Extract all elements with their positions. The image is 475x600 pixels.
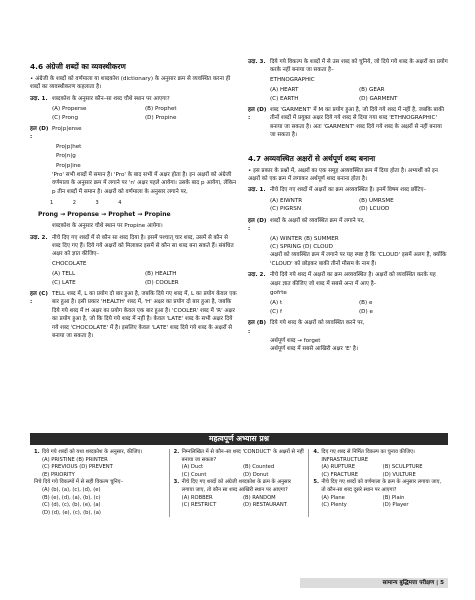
options bbox=[182, 464, 305, 479]
option: (A) t bbox=[270, 300, 283, 307]
question-text: दिए गए शब्द से निर्मित विकल्प का चुनाव कीजिए। bbox=[321, 449, 415, 455]
option: (D) Player bbox=[382, 502, 409, 509]
question bbox=[174, 449, 305, 464]
option: (B) HEALTH bbox=[145, 271, 177, 278]
practice-banner: महत्वपूर्ण अभ्यास प्रश्न bbox=[30, 433, 448, 445]
example-label: उदा. 1. bbox=[30, 95, 48, 102]
option: (B) Prophet bbox=[145, 106, 177, 113]
solution bbox=[248, 106, 448, 140]
right-column bbox=[248, 22, 448, 354]
option: (D) Propine bbox=[145, 114, 177, 121]
question-subtext: निचे दिये गये विकल्पों में से सही विकल्प चुनिए– bbox=[34, 479, 124, 486]
option: (B) UMRSME bbox=[359, 197, 394, 204]
question bbox=[34, 449, 165, 457]
options bbox=[270, 299, 448, 316]
option: (C) EARTH bbox=[270, 95, 299, 102]
solution bbox=[248, 217, 448, 234]
section-intro: • इस प्रकार के प्रश्नों में, अक्षरों का एक समूह अव्यवस्थित क्रम में दिया होता है। अभ्यर्थी को इन अक्षरों को एक क्रम में लगाकर अर्थपूर्ण शब्द बनाना होता है। bbox=[248, 167, 438, 183]
example bbox=[30, 95, 238, 103]
solution bbox=[30, 290, 238, 340]
solution bbox=[30, 125, 238, 142]
solution-label: हल (C) : bbox=[30, 290, 48, 306]
option: (D) COOLER bbox=[145, 279, 179, 286]
option: (A) HEART bbox=[270, 87, 299, 94]
practice-column bbox=[170, 449, 310, 517]
example-label: उदा. 2. bbox=[30, 234, 48, 241]
options bbox=[270, 86, 448, 103]
order-sequence: Prong → Propense → Prophet → Propine bbox=[38, 210, 171, 218]
option: (C) Prong bbox=[52, 114, 79, 121]
option: (B) Plain bbox=[382, 494, 405, 501]
option: (A) Plane bbox=[321, 494, 345, 501]
example-text: दिये गये विकल्प के शब्दों में से उस शब्द को चुनिये, जो दिये गये शब्द के अक्षरों का प्रयोग करके नहीं बनाया जा सकता है– bbox=[270, 59, 448, 74]
option: (D) LCUOD bbox=[359, 206, 390, 213]
solution-line: दिये गये शब्द के अक्षरों को व्यवस्थित करने पर, bbox=[270, 320, 365, 327]
solution-step: Pro|p|ense bbox=[52, 126, 82, 133]
example bbox=[30, 234, 238, 259]
option: (A) Properse bbox=[52, 106, 87, 113]
solution-step: Pro|n|g bbox=[56, 153, 76, 160]
example-word: CHOCOLATE bbox=[52, 260, 87, 267]
solution-line: (A) WINTER (B) SUMMER bbox=[270, 235, 339, 242]
example-text: नीचे दिये गये शब्द में अक्षरों का क्रम अव्यवस्थित है। अक्षरों को व्यवस्थित करके यह अक्षर ज्ञात कीजिए जो शब्द में सबसे अन्त में आए है– bbox=[270, 272, 436, 287]
option: (C) PIGRSN bbox=[270, 206, 302, 213]
example-word: gofrte bbox=[270, 289, 287, 296]
question-number: 2. bbox=[173, 449, 180, 455]
example-word: ETHNOGRAPHIC bbox=[270, 76, 315, 83]
option: (C) f bbox=[270, 308, 283, 315]
solution-label: हल (B) : bbox=[248, 320, 267, 335]
solution-text: 'Pro' सभी शब्दों में समान है। 'Pro' के बाद सभी में अक्षर होता है। इन अक्षरों को अंग्रेजी वर्णमाला के अनुसार क्रम में लगाने पर 'n' अक्षर पहले आयेगा। उसके बाद p आयेगा, लेकिन p तीन शब्दों में समान है। अक्षरों को वर्णमाला के अनुसार लगाने पर, bbox=[52, 172, 237, 195]
options bbox=[182, 495, 305, 510]
option: (A) (b), (a), (c), (d), (e) bbox=[42, 486, 101, 493]
solution-label: हल (D) : bbox=[248, 217, 267, 233]
option: (D) VULTURE bbox=[382, 471, 416, 478]
solution-line: (C) SPRING (D) CLOUD bbox=[270, 243, 333, 250]
options bbox=[52, 105, 238, 122]
option: (A) RUPTURE bbox=[321, 464, 355, 471]
page-footer: सामान्य बुद्धिमत्ता परीक्षण | 5 bbox=[300, 578, 448, 588]
example-text: नीचे दिए गए शब्दों में अक्षरों का क्रम अव्यवस्थित है। इनमें विषम शब्द छाँटिए– bbox=[270, 187, 427, 194]
section-intro: • अंग्रेजी के शब्दों को वर्णमाला या शब्दकोश (dictionary) के अनुसार क्रम से व्यवस्थित करना ही शब्दों का व्यवस्थीकरण कहलाता है। bbox=[30, 76, 231, 91]
question-number: 5. bbox=[313, 479, 319, 486]
question-text: दिये गये शब्दों को यथा शब्दकोश के अनुसार, कीजिए। bbox=[42, 449, 143, 455]
practice-column bbox=[309, 449, 448, 517]
option: (D) RESTAURANT bbox=[243, 502, 287, 509]
section-heading: 4.7 अव्यवस्थित अक्षरों से अर्थपूर्ण शब्द बनाना bbox=[248, 153, 376, 163]
question-word: (A) PRISTINE (B) PRINTER bbox=[42, 456, 108, 463]
example bbox=[248, 58, 448, 75]
question-word: (C) PREVIOUS (D) PREVENT bbox=[42, 464, 113, 471]
option: (B) RANDOM bbox=[243, 494, 276, 501]
option: (C) (d), (c), (b), (e), (a) bbox=[42, 502, 101, 509]
option: (C) Plenty bbox=[321, 502, 347, 509]
question bbox=[174, 479, 305, 494]
question-word: INFRASTRUCTURE bbox=[321, 456, 369, 463]
solution-step: Pro|p|ine bbox=[56, 162, 81, 169]
solution-line: अर्थपूर्ण शब्द में सबसे आखिरी अक्षर 'E' है। bbox=[270, 346, 359, 353]
option: (B) Counted bbox=[243, 464, 275, 471]
solution-text: शब्द 'GARMENT' में M का प्रयोग हुआ है, जो दिये गये शब्द में नहीं है, जबकि बाकी तीनों शब्दों में प्रयुक्त अक्षर दिये गये शब्द से दिया गया शब्द 'ETHNOGRAPHIC' बनाया जा सकता है। अतः 'GARMENT' शब्द दिये गये शब्द के अक्षरों से नहीं बनाया जा सकता है। bbox=[270, 107, 444, 139]
question-number: 3. bbox=[173, 479, 180, 486]
option: (D) Donut bbox=[243, 471, 269, 478]
option: (D) (d), (e), (c), (b), (a) bbox=[42, 509, 101, 516]
options bbox=[52, 270, 238, 287]
left-column bbox=[30, 22, 238, 341]
solution-line: अक्षरों को व्यवस्थित क्रम में लगाने पर यह स्पष्ट है कि 'CLOUD' इसमें अलग है, क्योंकि 'CLOUD' को छोड़कर बाकी तीनों मौसम के नाम हैं। bbox=[270, 252, 447, 267]
option: (B) (e), (d), (a), (b), (c) bbox=[42, 494, 101, 501]
solution-step: Pro|p|het bbox=[56, 143, 82, 150]
question-text: निम्नलिखित में से कौन–सा शब्द 'CONDUCT' के अक्षरों से नहीं बनाया जा सकता? bbox=[181, 449, 304, 463]
question-number: 4. bbox=[313, 449, 319, 455]
option: (C) Count bbox=[181, 471, 207, 478]
question-text: नीचे दिए गए शब्दों को वर्णमाला के क्रम के अनुसार लगाया जाए, तो कौन-सा शब्द दूसरे स्थान पर आएगा? bbox=[321, 479, 442, 493]
option: (D) e bbox=[359, 308, 373, 315]
solution-result: शब्दकोश के अनुसार चौथे स्थान पर Propine आयेगा। bbox=[52, 223, 163, 230]
solution-text: TELL शब्द में, L का प्रयोग दो बार हुआ है, जबकि दिये गए शब्द में, L का प्रयोग केवल एक बार हुआ है। इसी प्रकार 'HEALTH' शब्द में, 'H' अक्षर का प्रयोग दो बार हुआ है, जबकि दिये गये शब्द में H अक्षर का प्रयोग केवल एक बार हुआ है। 'COOLER' शब्द में 'R' अक्षर का प्रयोग हुआ है, जो कि दिये गये शब्द में नहीं है। केवल 'LATE' शब्द के सभी अक्षर दिये गये शब्द 'CHOCOLATE' में है। इसलिए केवल 'LATE' शब्द दिये गये शब्द के अक्षरों से बनाया जा सकता है। bbox=[52, 290, 237, 339]
option: (A) EIWNTR bbox=[270, 197, 303, 204]
option: (B) SCULPTURE bbox=[382, 464, 423, 471]
option: (B) e bbox=[359, 300, 373, 307]
option: (A) ROBBER bbox=[181, 494, 213, 501]
option: (C) FRACTURE bbox=[321, 471, 358, 478]
example-label: उदा. 2. bbox=[248, 272, 266, 279]
order-numbers: 1 2 3 4 bbox=[50, 200, 131, 207]
example-label: उदा. 1. bbox=[248, 187, 266, 194]
question bbox=[313, 449, 444, 457]
example bbox=[248, 271, 448, 288]
example bbox=[248, 186, 448, 194]
option: (C) RESTRICT bbox=[181, 502, 217, 509]
section-heading: 4.6 अंग्रेजी शब्दों का व्यवस्थीकरण bbox=[30, 62, 126, 71]
option: (B) GEAR bbox=[359, 87, 385, 94]
solution-label: हल (D) : bbox=[248, 107, 267, 122]
option: (A) TELL bbox=[52, 271, 76, 278]
practice-questions bbox=[30, 449, 448, 517]
option: (D) GARMENT bbox=[359, 95, 398, 102]
question-number: 1. bbox=[34, 449, 40, 455]
example-label: उदा. 3. bbox=[248, 59, 266, 65]
option: (A) Duct bbox=[181, 464, 204, 471]
options bbox=[321, 495, 444, 510]
option: (C) LATE bbox=[52, 279, 76, 286]
practice-column bbox=[30, 449, 170, 517]
options bbox=[270, 197, 448, 214]
question bbox=[313, 479, 444, 494]
question-text: नीचे दिए गए शब्दों को अंग्रेजी शब्दकोश के क्रम के अनुसार लगाया जाए, तो कौन सा शब्द आखिरी स्थान पर आएगा? bbox=[181, 479, 291, 493]
example-text: नीचे दिए गए शब्दों में से कौन सा शब्द दिया है। इसमें पश्चात् चार शब्द, उसमें से कौन से शब्द दिए गए हैं। दिये गये अक्षरों को मिलाकर इसमें से कौन सा शब्द बना सकते हैं। संबंधित अक्षर को ज्ञात कीजिए– bbox=[52, 234, 234, 258]
solution-label: हल (D) : bbox=[30, 126, 49, 141]
solution-line: शब्दों के अक्षरों को व्यवस्थित क्रम में लगाने पर, bbox=[270, 217, 365, 224]
solution-line: अर्थपूर्ण शब्द → forget bbox=[270, 337, 321, 344]
solution bbox=[248, 319, 448, 336]
options bbox=[321, 464, 444, 479]
example-text: शब्दकोश के अनुसार कौन–सा शब्द चौथे स्थान पर आएगा? bbox=[52, 95, 170, 102]
question-word: (E) PRIORITY bbox=[42, 471, 75, 478]
